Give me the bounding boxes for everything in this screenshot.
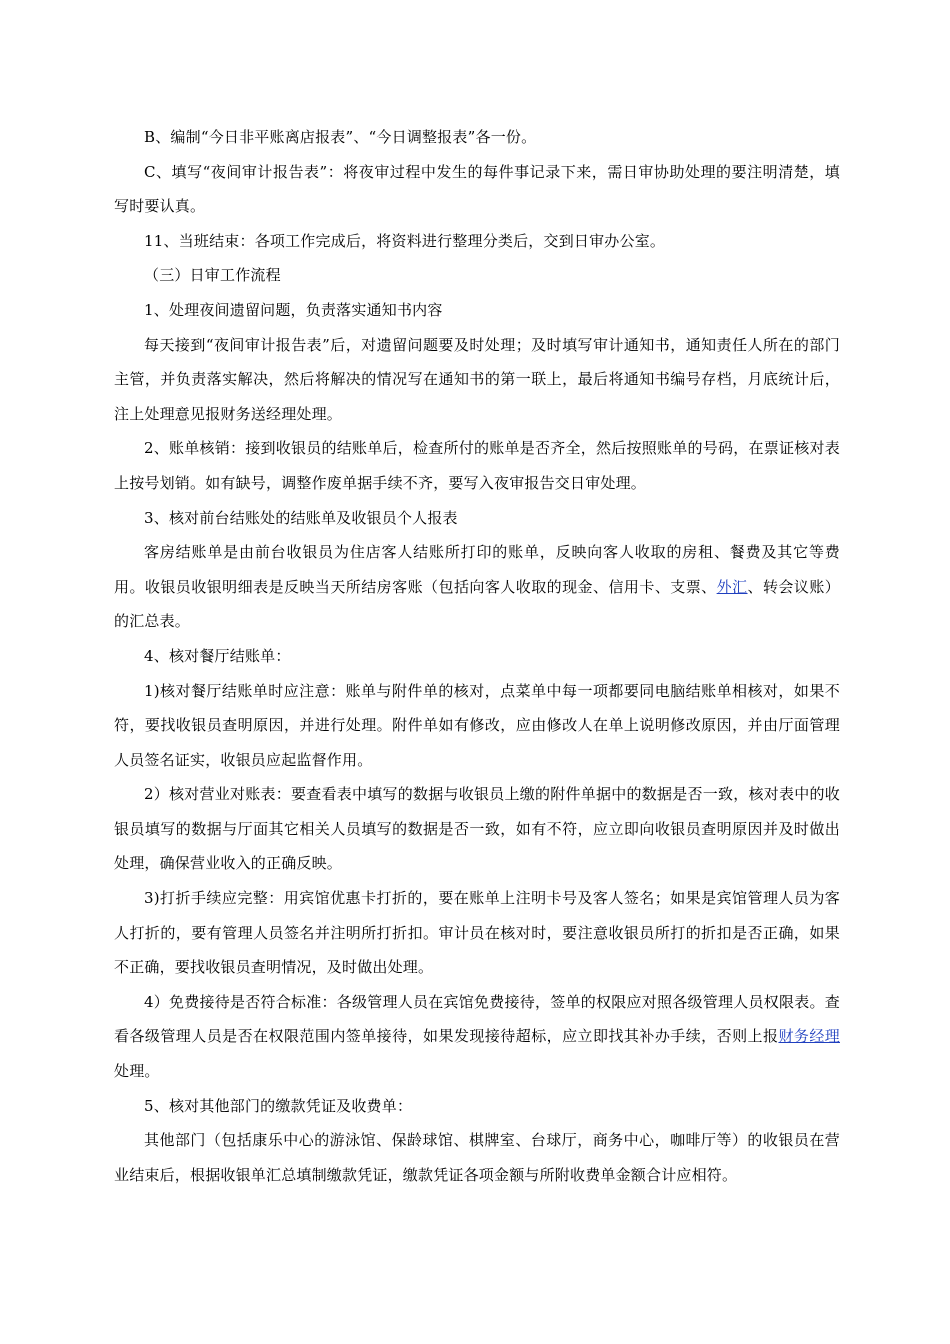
paragraph-discount-procedure: 3)打折手续应完整：用宾馆优惠卡打折的，要在账单上注明卡号及客人签名；如果是宾馆管理人员为客人打折的，要有管理人员签名并注明所打折扣。审计员在核对时，要注意收银员所打的折扣是否正确，如果不正确，要找收银员查明情况，及时做出处理。 <box>114 889 840 977</box>
paragraph-free-reception-text-after: 处理。 <box>114 1062 160 1081</box>
paragraph-room-bill-text-before: 客房结账单是由前台收银员为住店客人结账所打印的账单，反映向客人收取的房租、餐费及其它等费用。收银员收银明细表是反映当天所结房客账（包括向客人收取的现金、信用卡、支票、 <box>114 543 840 596</box>
paragraph-free-reception <box>114 985 840 1089</box>
item-heading-other-departments: 5、核对其他部门的缴款凭证及收费单： <box>144 1096 413 1115</box>
paragraph-restaurant-bill-check: 1)核对餐厅结账单时应注意：账单与附件单的核对，点菜单中每一项都要同电脑结账单相核对，如果不符，要找收银员查明原因，并进行处理。附件单如有修改，应由修改人在单上说明修改原因，并由厅面管理人员签名证实，收银员应起监督作用。 <box>114 681 840 769</box>
section-heading-day-audit-process: （三）日审工作流程 <box>144 266 281 285</box>
document-body <box>114 120 840 1192</box>
paragraph-free-reception-text-before: 4）免费接待是否符合标准：各级管理人员在宾馆免费接待，签单的权限应对照各级管理人员权限表。查看各级管理人员是否在权限范围内签单接待，如果发现接待超标，应立即找其补办手续，否则上报 <box>114 992 840 1046</box>
link-foreign-exchange[interactable]: 外汇 <box>716 577 748 596</box>
paragraph-b-report: B、编制“今日非平账离店报表”、“今日调整报表”各一份。 <box>144 128 537 146</box>
link-finance-manager[interactable]: 财务经理 <box>778 1027 840 1046</box>
paragraph-room-bill <box>114 535 840 639</box>
paragraph-room-bill-text-after: 、转会议账）的汇总表。 <box>114 577 840 631</box>
paragraph-bill-verification: 2、账单核销：接到收银员的结账单后，检查所付的账单是否齐全，然后按照账单的号码，在票证核对表上按号划销。如有缺号，调整作废单据手续不齐，要写入夜审报告交日审处理。 <box>114 439 840 492</box>
paragraph-other-departments: 其他部门（包括康乐中心的游泳馆、保龄球馆、棋牌室、台球厅，商务中心，咖啡厅等）的收银员在营业结束后，根据收银单汇总填制缴款凭证，缴款凭证各项金额与所附收费单金额合计应相符。 <box>114 1131 840 1184</box>
paragraph-c-night-audit-report: C、填写“夜间审计报告表”：将夜审过程中发生的每件事记录下来，需日审协助处理的要注明清楚，填写时要认真。 <box>114 162 840 216</box>
paragraph-business-reconciliation: 2）核对营业对账表：要查看表中填写的数据与收银员上缴的附件单据中的数据是否一致，核对表中的收银员填写的数据与厅面其它相关人员填写的数据是否一致，如有不符，应立即向收银员查明原因并及时做出处理，确保营业收入的正确反映。 <box>114 785 840 873</box>
item-heading-restaurant-bill: 4、核对餐厅结账单： <box>144 646 291 665</box>
paragraph-shift-end: 11、当班结束：各项工作完成后，将资料进行整理分类后，交到日审办公室。 <box>144 231 666 250</box>
item-heading-night-issues: 1、处理夜间遗留问题，负责落实通知书内容 <box>144 300 443 319</box>
paragraph-night-issues: 每天接到“夜间审计报告表”后，对遗留问题要及时处理；及时填写审计通知书，通知责任人所在的部门主管，并负责落实解决，然后将解决的情况写在通知书的第一联上，最后将通知书编号存档，月底统计后，注上处理意见报财务送经理处理。 <box>114 335 840 423</box>
item-heading-front-desk-check: 3、核对前台结账处的结账单及收银员个人报表 <box>144 508 458 527</box>
